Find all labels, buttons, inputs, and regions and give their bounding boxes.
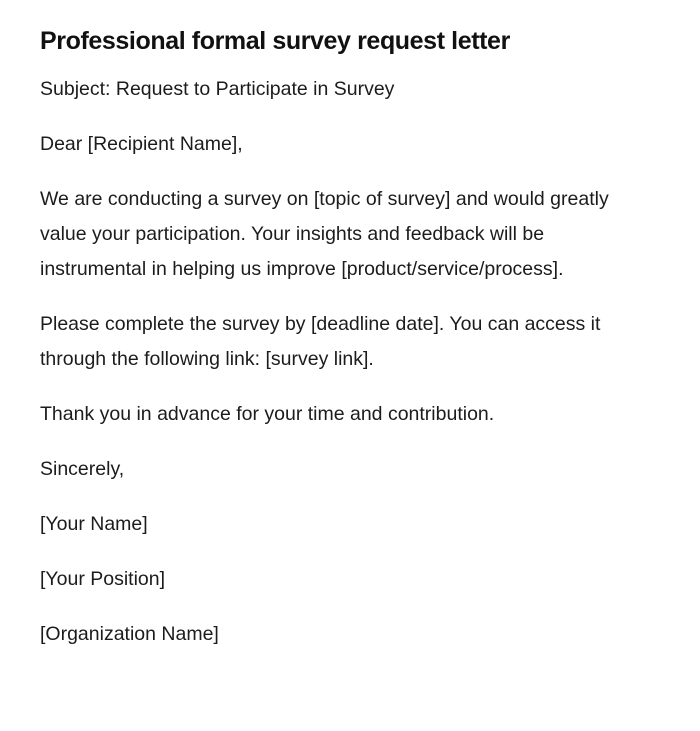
body-paragraph-thanks: Thank you in advance for your time and contribution. (40, 403, 495, 425)
body-paragraph-deadline: Please complete the survey by [deadline date]. You can access it through the following link: [survey link]. (40, 313, 601, 370)
letter-title: Professional formal survey request letter (40, 27, 510, 55)
signature-position: [Your Position] (40, 568, 166, 590)
letter-closing: Sincerely, (40, 458, 125, 480)
letter-subject: Subject: Request to Participate in Survey (40, 78, 395, 100)
letter-salutation: Dear [Recipient Name], (40, 133, 243, 155)
body-paragraph-intro: We are conducting a survey on [topic of survey] and would greatly value your participation. Your insights and feedback will be instrumental in helping us improve [product/service/process]. (40, 188, 609, 280)
signature-name: [Your Name] (40, 513, 148, 535)
signature-organization: [Organization Name] (40, 623, 219, 645)
letter-document (40, 24, 650, 672)
